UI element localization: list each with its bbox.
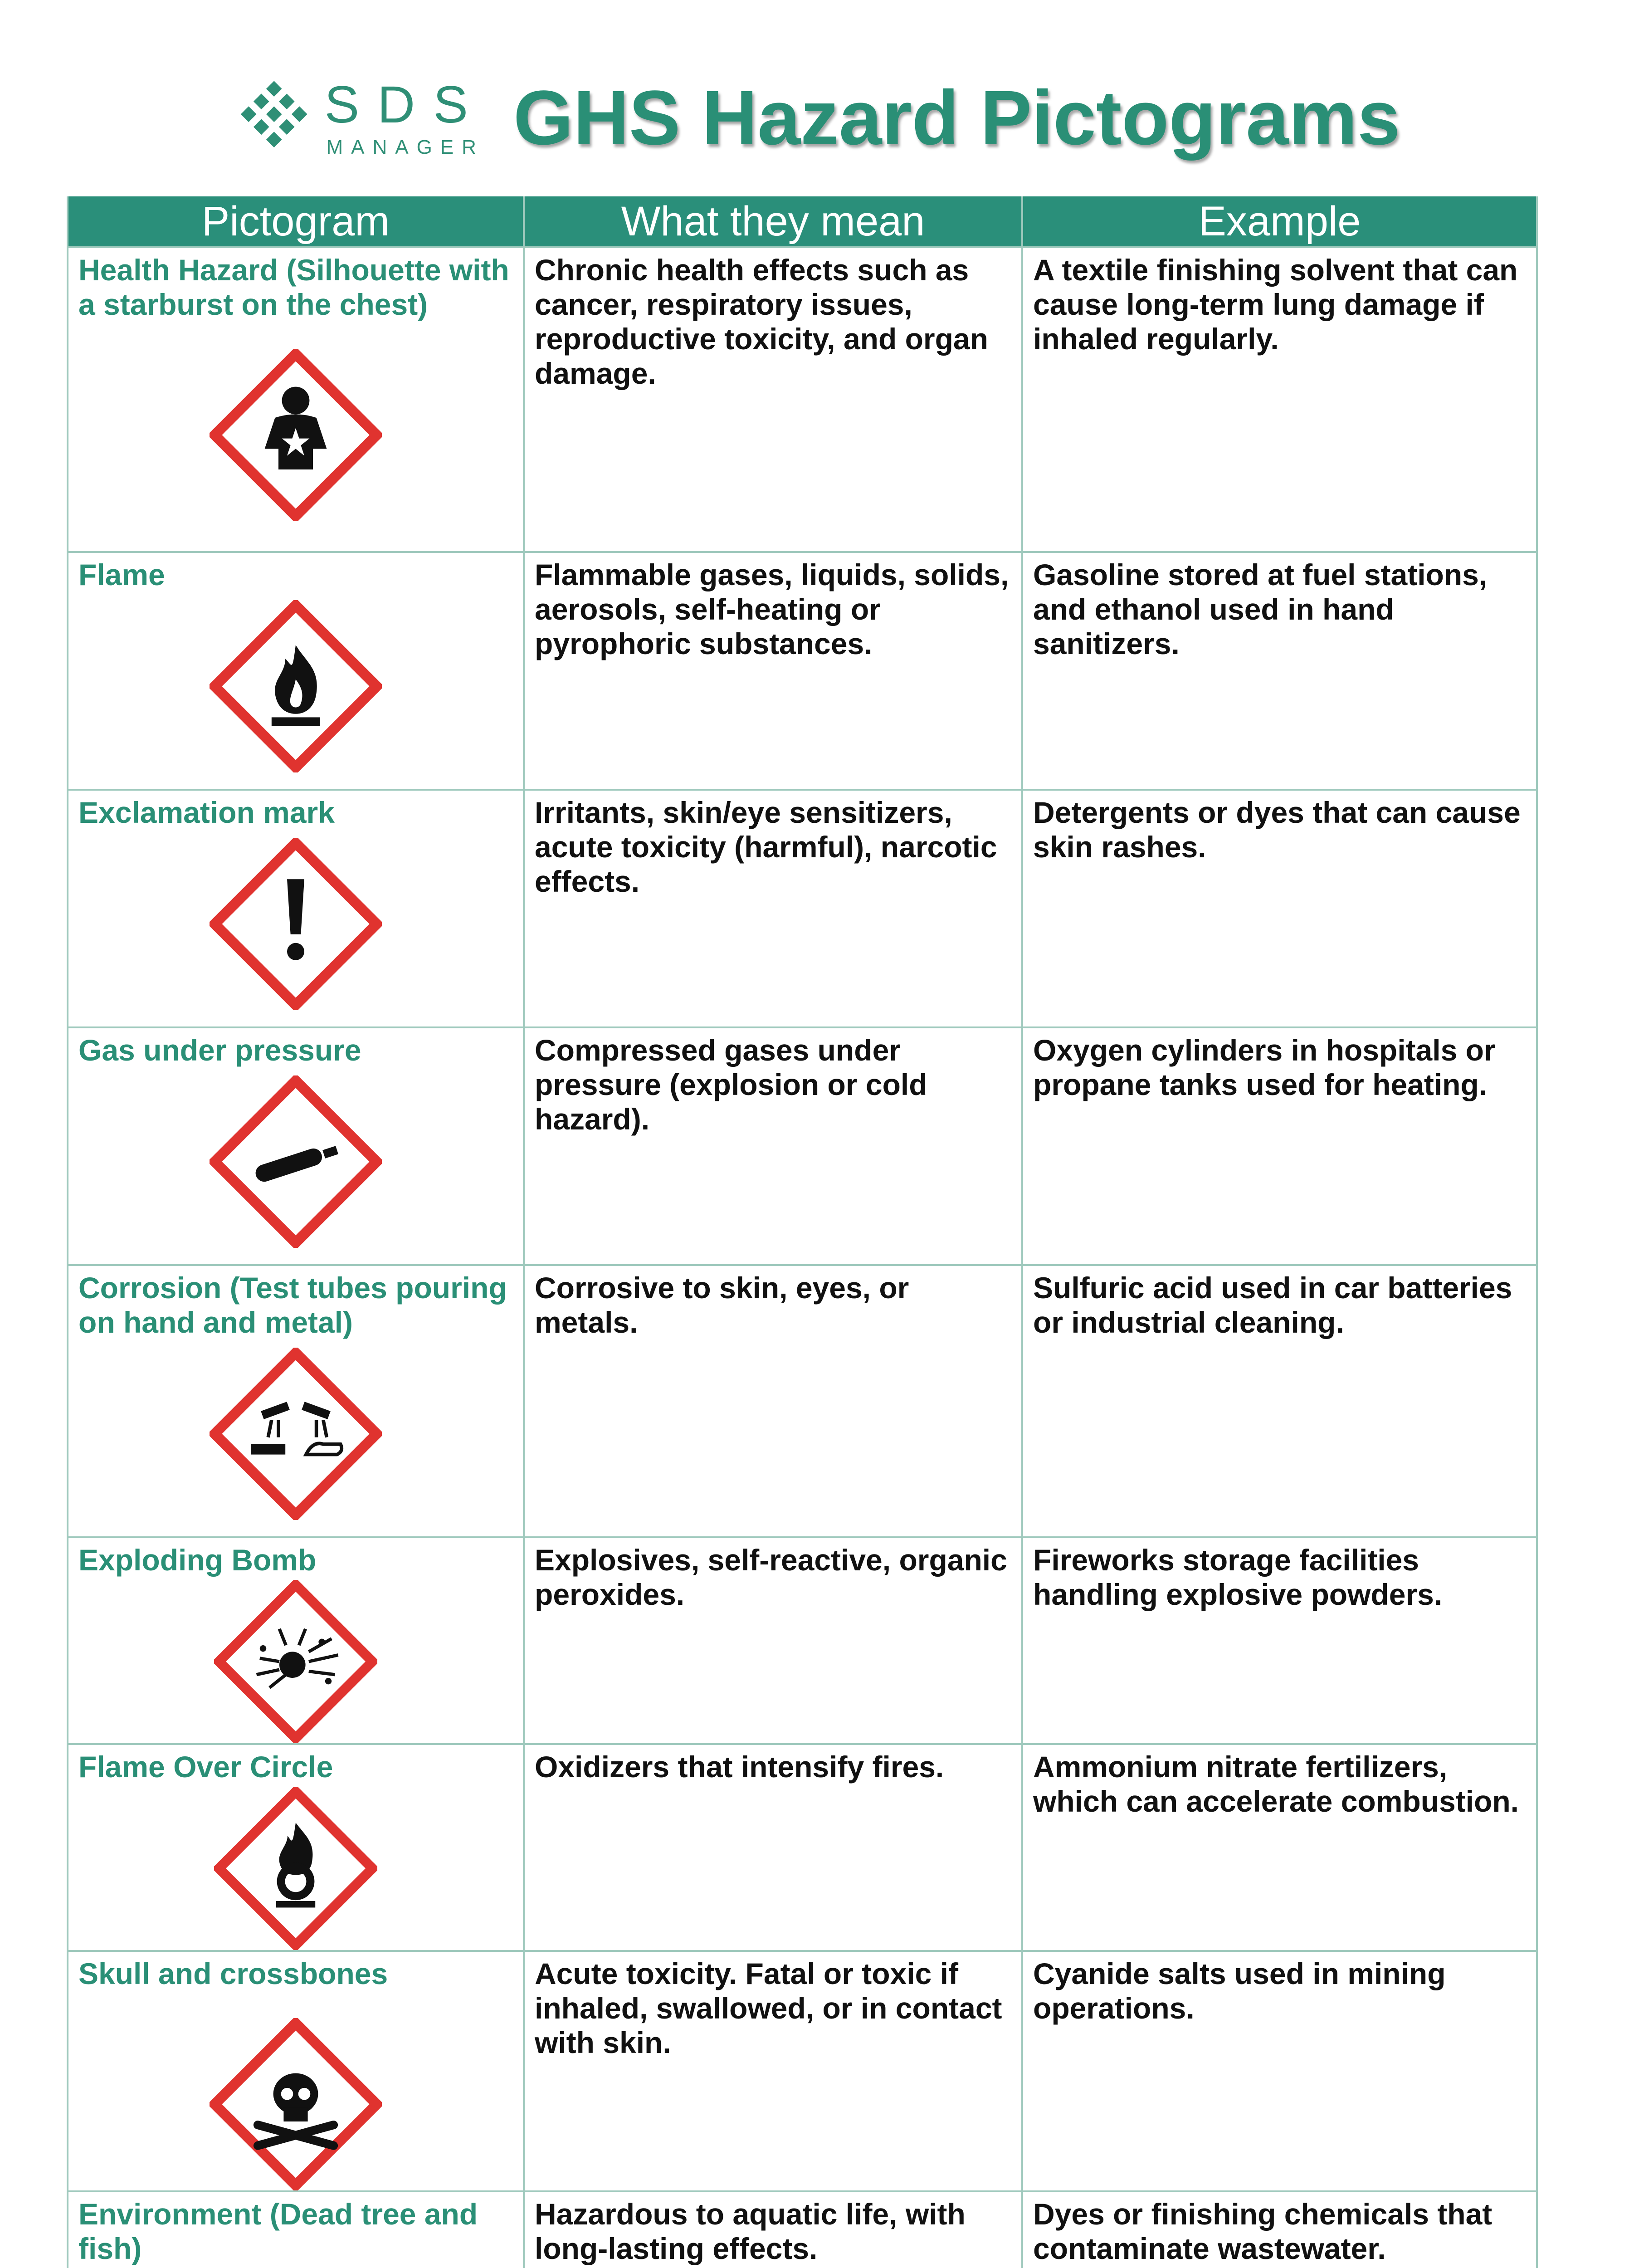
health-hazard-icon — [210, 349, 382, 521]
table-row — [68, 1027, 1537, 1265]
pictogram-name: Corrosion (Test tubes pouring on hand and metal) — [78, 1271, 507, 1339]
pictogram-name: Gas under pressure — [78, 1033, 361, 1067]
sds-manager-logo — [234, 75, 486, 158]
meaning-cell: Explosives, self-reactive, organic peroxides. — [524, 1537, 1022, 1744]
table-row — [68, 1265, 1537, 1537]
meaning-cell: Acute toxicity. Fatal or toxic if inhaled, swallowed, or in contact with skin. — [524, 1951, 1022, 2191]
example-cell: Dyes or finishing chemicals that contaminate wastewater. — [1022, 2191, 1537, 2268]
meaning-cell: Hazardous to aquatic life, with long-lasting effects. — [524, 2191, 1022, 2268]
table-row — [68, 1744, 1537, 1951]
logo-manager-text: MANAGER — [326, 136, 484, 158]
example-cell: Gasoline stored at fuel stations, and ethanol used in hand sanitizers. — [1022, 552, 1537, 790]
header-example: Example — [1022, 196, 1537, 247]
meaning-cell: Compressed gases under pressure (explosion or cold hazard). — [524, 1027, 1022, 1265]
pictogram-name: Skull and crossbones — [78, 1957, 388, 1990]
pictogram-cell — [68, 1951, 524, 2191]
exploding-bomb-icon — [214, 1580, 377, 1743]
meaning-cell: Irritants, skin/eye sensitizers, acute toxicity (harmful), narcotic effects. — [524, 790, 1022, 1027]
flame-icon — [210, 600, 382, 772]
example-cell: Oxygen cylinders in hospitals or propane tanks used for heating. — [1022, 1027, 1537, 1265]
page-title: GHS Hazard Pictograms — [513, 75, 1400, 161]
meaning-cell: Oxidizers that intensify fires. — [524, 1744, 1022, 1951]
page-header — [0, 54, 1634, 181]
pictogram-cell — [68, 247, 524, 552]
example-cell: Sulfuric acid used in car batteries or industrial cleaning. — [1022, 1265, 1537, 1537]
header-meaning: What they mean — [524, 196, 1022, 247]
pictogram-cell — [68, 790, 524, 1027]
pictogram-name: Health Hazard (Silhouette with a starburst on the chest) — [78, 253, 509, 321]
gas-cylinder-icon — [210, 1075, 382, 1248]
meaning-cell: Flammable gases, liquids, solids, aerosols, self-heating or pyrophoric substances. — [524, 552, 1022, 790]
pictogram-cell — [68, 1537, 524, 1744]
pictogram-name: Environment (Dead tree and fish) — [78, 2197, 478, 2265]
exclamation-mark-icon — [210, 838, 382, 1010]
table-header-row — [68, 196, 1537, 247]
table-row — [68, 247, 1537, 552]
table-row — [68, 552, 1537, 790]
example-cell: Detergents or dyes that can cause skin rashes. — [1022, 790, 1537, 1027]
meaning-cell: Corrosive to skin, eyes, or metals. — [524, 1265, 1022, 1537]
logo-diamond-icon — [234, 78, 313, 158]
header-pictogram: Pictogram — [68, 196, 524, 247]
pictogram-cell — [68, 1744, 524, 1951]
pictogram-cell — [68, 2191, 524, 2268]
corrosion-icon — [210, 1348, 382, 1520]
example-cell: Cyanide salts used in mining operations. — [1022, 1951, 1537, 2191]
pictogram-name: Flame Over Circle — [78, 1750, 333, 1784]
pictogram-cell — [68, 552, 524, 790]
pictogram-table — [67, 196, 1538, 2268]
table-row — [68, 790, 1537, 1027]
meaning-cell: Chronic health effects such as cancer, respiratory issues, reproductive toxicity, and organ damage. — [524, 247, 1022, 552]
example-cell: Fireworks storage facilities handling explosive powders. — [1022, 1537, 1537, 1744]
table-row — [68, 2191, 1537, 2268]
pictogram-name: Flame — [78, 558, 165, 591]
flame-over-circle-icon — [214, 1787, 377, 1950]
table-row — [68, 1951, 1537, 2191]
pictogram-cell — [68, 1027, 524, 1265]
table-row — [68, 1537, 1537, 1744]
skull-crossbones-icon — [210, 2018, 382, 2190]
example-cell: Ammonium nitrate fertilizers, which can accelerate combustion. — [1022, 1744, 1537, 1951]
pictogram-name: Exploding Bomb — [78, 1543, 317, 1577]
logo-sds-text: SDS — [324, 75, 486, 134]
pictogram-cell — [68, 1265, 524, 1537]
pictogram-name: Exclamation mark — [78, 796, 335, 829]
example-cell: A textile finishing solvent that can cause long-term lung damage if inhaled regularly. — [1022, 247, 1537, 552]
